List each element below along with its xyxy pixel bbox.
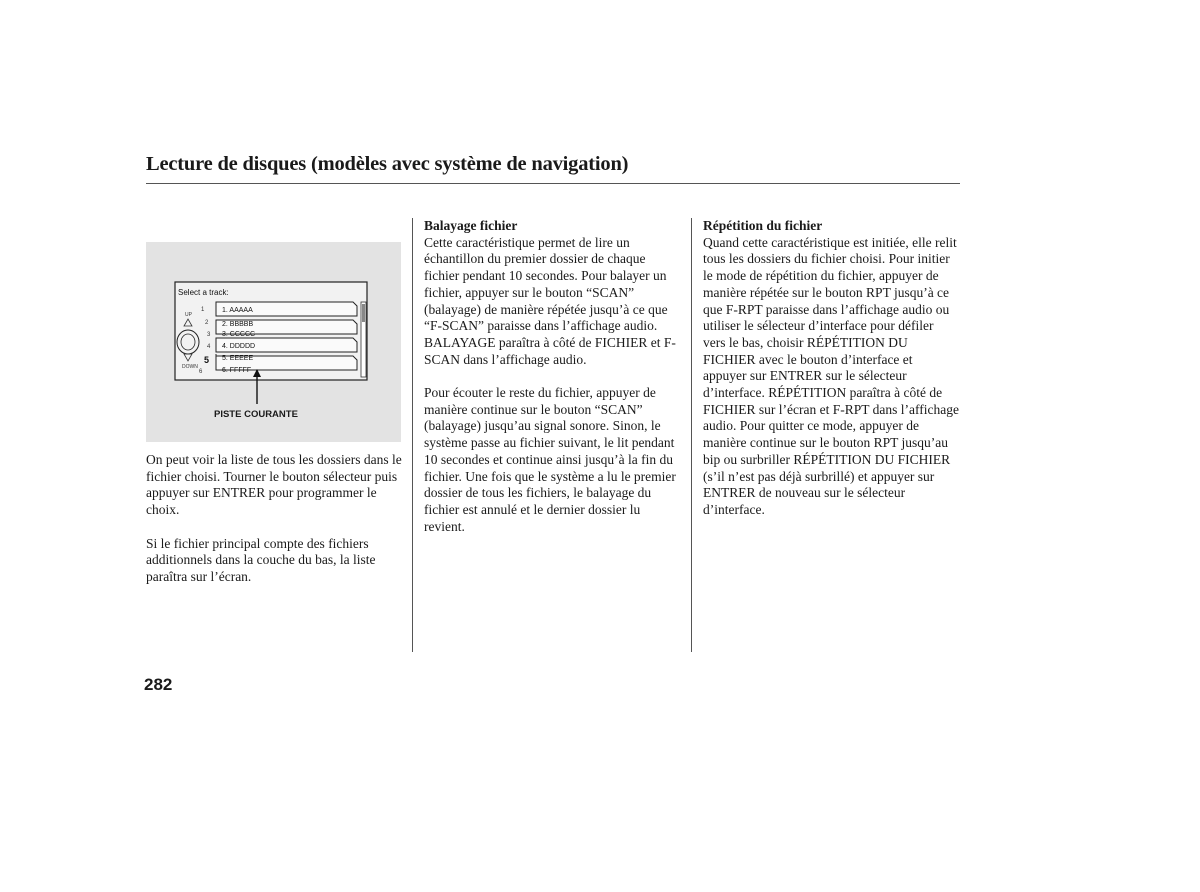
col3-paragraph-1: Quand cette caractéristique est initiée, elle relit tous les dossiers du fichier choisi. Pour initier le mode de répétition du fichier, appuyer de manière répétée sur le bouton RPT jusqu’à ce que F-RPT paraisse dans l’affichage audio ou utiliser le sélecteur d’interface pour défiler vers le bas, choisir RÉPÉTITION DU FICHIER avec le bouton d’interface et appuyer sur ENTRER sur le sélecteur d’interface. RÉPÉTITION paraîtra à côté de FICHIER sur l’écran et F-RPT dans l’affichage audio. Pour quitter ce mode, appuyer de manière continue sur le bouton RPT jusqu’au bip ou surbriller RÉPÉTITION DU FICHIER (s’il n’est pas déjà surbrillé) et appuyer sur ENTRER de nouveau sur le sélecteur d’interface. xyxy=(703,234,959,517)
track-label-1: 1. AAAAA xyxy=(222,307,253,314)
col2-heading: Balayage fichier xyxy=(424,218,518,233)
track-number-4: 4 xyxy=(207,344,211,350)
page-number: 282 xyxy=(144,675,173,694)
track-number-6: 6 xyxy=(199,369,203,375)
page-title: Lecture de disques (modèles avec système de navigation) xyxy=(146,153,629,175)
track-number-5: 5 xyxy=(204,355,210,365)
column-divider-2 xyxy=(691,218,692,652)
track-number-1: 1 xyxy=(201,307,205,313)
column-1 xyxy=(146,452,402,602)
column-2 xyxy=(424,218,682,552)
screen-title: Select a track: xyxy=(178,288,229,297)
col3-heading: Répétition du fichier xyxy=(703,218,823,233)
title-rule xyxy=(146,183,960,184)
column-divider-1 xyxy=(412,218,413,652)
track-number-3: 3 xyxy=(207,332,211,338)
track-label-3: 3. CCCCC xyxy=(222,331,256,338)
track-label-5: 5. EEEEE xyxy=(222,355,254,362)
col1-paragraph-1: On peut voir la liste de tous les dossiers dans le fichier choisi. Tourner le bouton sélecteur puis appuyer sur ENTRER pour programmer le choix. xyxy=(146,452,402,518)
scrollbar-thumb xyxy=(362,304,365,322)
knob-down-label: DOWN xyxy=(182,364,198,370)
col2-paragraph-2: Pour écouter le reste du fichier, appuyer de manière continue sur le bouton “SCAN” (balayage) jusqu’au signal sonore. Sinon, le système passe au fichier suivant, le lit pendant 10 secondes et continue ainsi jusqu’à la fin du fichier. Une fois que le système a lu le premier dossier de tous les fichiers, le balayage du fichier est annulé et le dernier dossier lu revient. xyxy=(424,385,676,534)
knob-up-label: UP xyxy=(185,312,192,318)
track-number-2: 2 xyxy=(205,320,209,326)
track-label-2: 2. BBBBB xyxy=(222,321,254,328)
track-label-6: 6. FFFFF xyxy=(222,367,252,374)
col2-paragraph-1: Cette caractéristique permet de lire un échantillon du premier dossier de chaque fichier pendant 10 secondes. Pour balayer un fichier, appuyer sur le bouton “SCAN” (balayage) de manière répétée jusqu’à ce que “F-SCAN” paraisse dans l’affichage audio. BALAYAGE paraîtra à côté de FICHIER et F-SCAN dans l’affichage audio. xyxy=(424,234,676,367)
figure-caption: PISTE COURANTE xyxy=(214,409,298,420)
column-3 xyxy=(703,218,959,535)
col1-paragraph-2: Si le fichier principal compte des fichiers additionnels dans la couche du bas, la liste paraîtra sur l’écran. xyxy=(146,535,376,584)
track-label-4: 4. DDDDD xyxy=(222,343,256,350)
